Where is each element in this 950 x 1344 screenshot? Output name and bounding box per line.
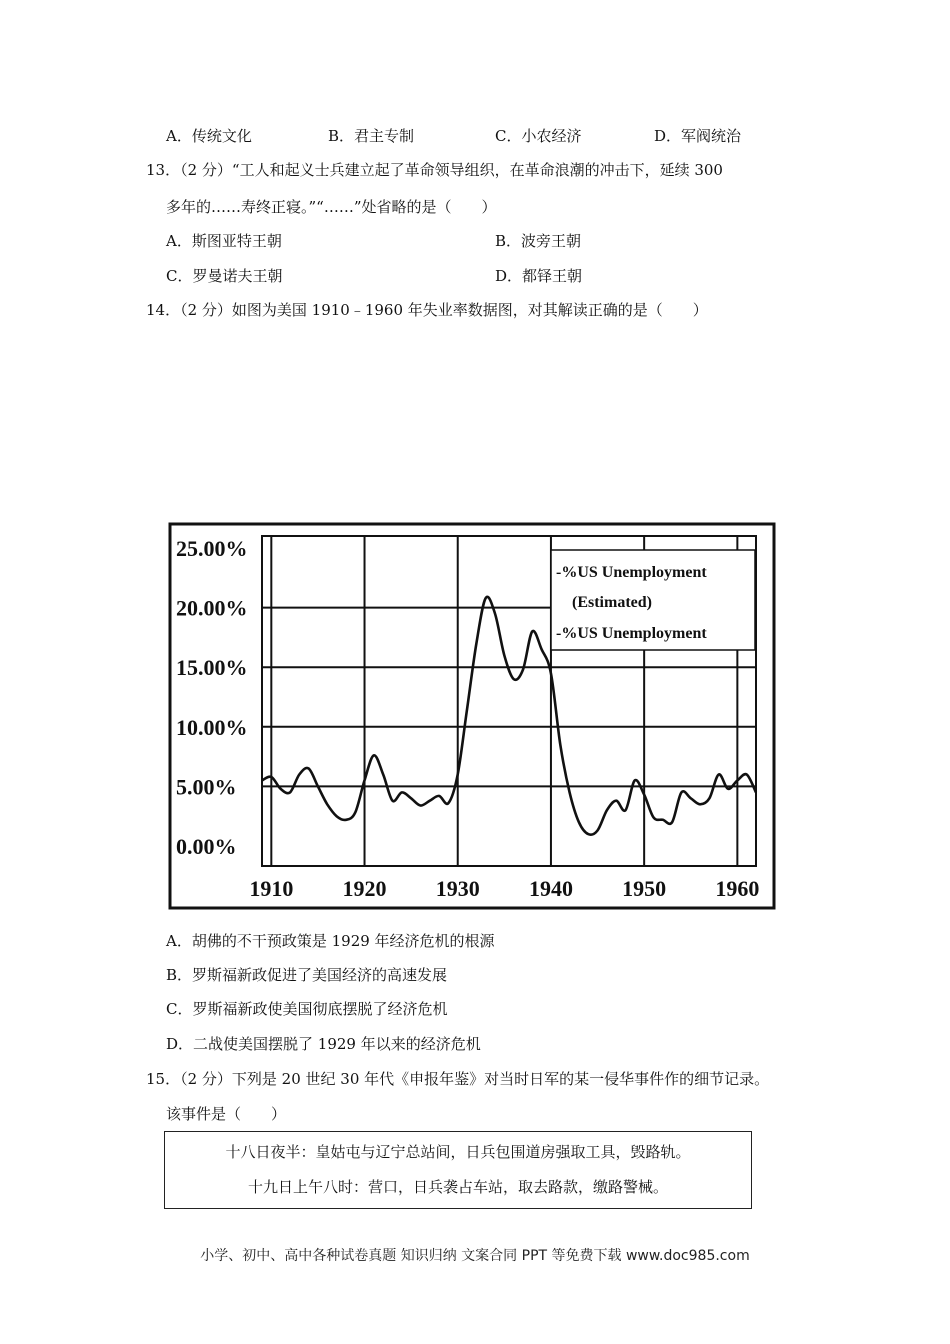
q15-quote-line1: 十八日夜半：皇姑屯与辽宁总站间，日兵包围道房强取工具，毁路轨。 bbox=[225, 1143, 691, 1161]
y-tick-label: 25.00% bbox=[176, 536, 248, 561]
q14-stem: 14．（2 分）如图为美国 1910﹣1960 年失业率数据图，对其解读正确的是（ ） bbox=[146, 301, 708, 319]
y-tick-label: 15.00% bbox=[176, 655, 248, 681]
q15-quote-box bbox=[164, 1131, 752, 1209]
x-tick-label: 1930 bbox=[435, 876, 480, 901]
y-tick-label: 10.00% bbox=[176, 714, 248, 740]
q12-option-d: D．军阀统治 bbox=[654, 127, 742, 145]
q13-stem-line2: 多年的……寿终正寝。”“……”处省略的是（ ） bbox=[166, 198, 497, 216]
page-footer: 小学、初中、高中各种试卷真题 知识归纳 文案合同 PPT 等免费下载 www.doc985.com bbox=[200, 1248, 750, 1264]
q12-option-c: C．小农经济 bbox=[495, 127, 582, 145]
y-tick-label: 20.00% bbox=[176, 595, 248, 621]
unemployment-chart bbox=[168, 520, 778, 912]
q14-option-b: B．罗斯福新政促进了美国经济的高速发展 bbox=[166, 966, 448, 984]
q14-option-c: C．罗斯福新政使美国彻底摆脱了经济危机 bbox=[166, 1000, 448, 1018]
q14-option-a: A．胡佛的不干预政策是 1929 年经济危机的根源 bbox=[166, 932, 495, 950]
x-tick-label: 1920 bbox=[342, 876, 387, 901]
x-tick-label: 1950 bbox=[622, 876, 667, 901]
q13-option-a: A．斯图亚特王朝 bbox=[166, 232, 282, 250]
q13-option-c: C．罗曼诺夫王朝 bbox=[166, 267, 283, 285]
chart-legend bbox=[551, 550, 755, 650]
q15-stem-line1: 15．（2 分）下列是 20 世纪 30 年代《申报年鉴》对当时日军的某一侵华事件作的细节记录。 bbox=[146, 1070, 770, 1088]
q13-option-d: D．都铎王朝 bbox=[495, 267, 583, 285]
legend-entry-estimated: -%US Unemployment bbox=[556, 564, 707, 581]
x-tick-label: 1940 bbox=[528, 876, 573, 901]
x-tick-label: 1960 bbox=[715, 876, 760, 901]
q12-option-b: B．君主专制 bbox=[328, 127, 415, 145]
q15-quote-line2: 十九日上午八时：营口，日兵袭占车站，取去路款，缴路警械。 bbox=[247, 1178, 668, 1196]
legend-entry-estimated-note: (Estimated) bbox=[572, 594, 652, 611]
q13-stem-line1: 13．（2 分）“工人和起义士兵建立起了革命领导组织，在革命浪潮的冲击下，延续 300 bbox=[146, 161, 723, 179]
y-tick-label: 0.00% bbox=[176, 834, 237, 859]
q13-option-b: B．波旁王朝 bbox=[495, 232, 582, 250]
unemployment-chart-svg bbox=[168, 520, 778, 912]
x-tick-label: 1910 bbox=[249, 876, 294, 901]
q15-stem-line2: 该事件是（ ） bbox=[166, 1105, 287, 1123]
q12-option-a: A．传统文化 bbox=[166, 127, 252, 145]
y-tick-label: 5.00% bbox=[176, 774, 237, 800]
legend-entry-actual: -%US Unemployment bbox=[556, 625, 707, 642]
q14-option-d: D．二战使美国摆脱了 1929 年以来的经济危机 bbox=[166, 1035, 481, 1053]
